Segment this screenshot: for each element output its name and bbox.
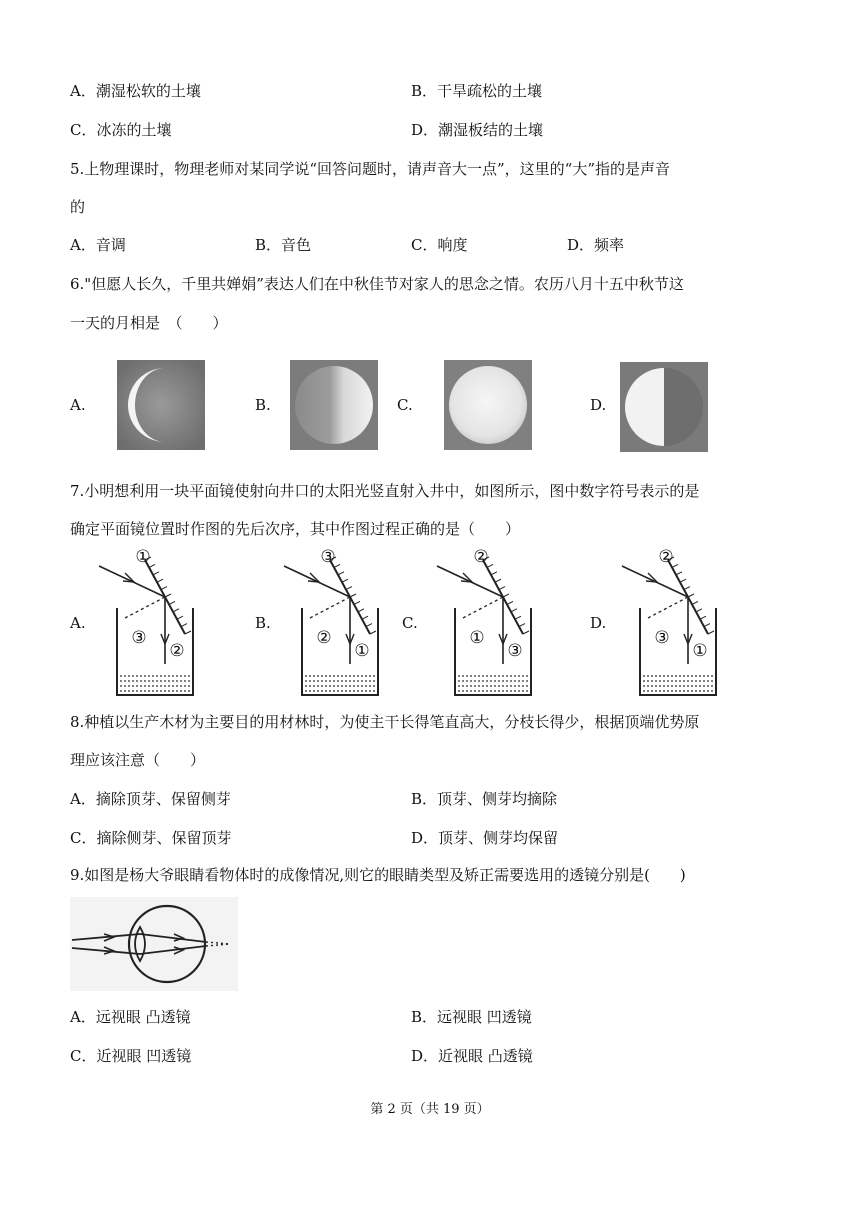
q7-text-line2: 确定平面镜位置时作图的先后次序，其中作图过程正确的是（ ） bbox=[70, 520, 521, 538]
q8-option-a: A．摘除顶芽、保留侧芽 bbox=[70, 790, 231, 808]
crescent-moon-image bbox=[117, 360, 205, 450]
gibbous-moon-image bbox=[620, 362, 708, 452]
q6-label-d: D. bbox=[590, 396, 607, 414]
q9-text-line1: 9.如图是杨大爷眼睛看物体时的成像情况,则它的眼睛类型及矫正需要选用的透镜分别是( ) bbox=[70, 866, 686, 884]
step-label-top: ② bbox=[658, 548, 674, 567]
q5-text-line2: 的 bbox=[70, 198, 86, 216]
mirror-well-diagram-d bbox=[618, 548, 718, 698]
q9-option-c: C．近视眼 凹透镜 bbox=[70, 1047, 192, 1065]
page-footer: 第 2 页（共 19 页） bbox=[370, 1102, 490, 1117]
q5-option-b: B．音色 bbox=[255, 236, 312, 254]
q4-option-d: D．潮湿板结的土壤 bbox=[411, 121, 544, 139]
q6-text-line2: 一天的月相是 （ ） bbox=[70, 314, 228, 332]
q4-option-b: B．干旱疏松的土壤 bbox=[411, 82, 543, 100]
q6-label-b: B. bbox=[255, 396, 271, 414]
q6-label-c: C. bbox=[397, 396, 413, 414]
q7-text-line1: 7.小明想利用一块平面镜使射向井口的太阳光竖直射入井中，如图所示，图中数字符号表示的是 bbox=[70, 482, 700, 500]
q7-label-b: B. bbox=[255, 614, 271, 632]
q8-option-c: C．摘除侧芽、保留顶芽 bbox=[70, 829, 232, 847]
mirror-well-diagram-c bbox=[433, 548, 533, 698]
step-label-left: ① bbox=[469, 628, 485, 648]
normal-line bbox=[125, 597, 165, 618]
normal-line bbox=[648, 597, 688, 618]
step-label-top: ① bbox=[135, 548, 151, 567]
q5-option-c: C．响度 bbox=[411, 236, 468, 254]
q5-text-line1: 5.上物理课时，物理老师对某同学说“回答问题时，请声音大一点”，这里的“大”指的是声音 bbox=[70, 160, 670, 178]
eye-diagram-image bbox=[70, 897, 238, 991]
full-moon-image bbox=[444, 360, 532, 450]
q8-option-b: B．顶芽、侧芽均摘除 bbox=[411, 790, 558, 808]
q7-label-a: A. bbox=[70, 614, 86, 632]
q5-option-a: A．音调 bbox=[70, 236, 126, 254]
q8-text-line2: 理应该注意（ ） bbox=[70, 751, 206, 769]
step-label-bottom: ① bbox=[354, 641, 370, 661]
normal-line bbox=[310, 597, 350, 618]
mirror-well-diagram-a bbox=[95, 548, 195, 698]
q9-option-a: A．远视眼 凸透镜 bbox=[70, 1008, 191, 1026]
q9-option-d: D．近视眼 凸透镜 bbox=[411, 1047, 533, 1065]
step-label-left: ③ bbox=[654, 628, 670, 648]
q6-label-a: A. bbox=[70, 396, 86, 414]
q5-option-d: D．频率 bbox=[567, 236, 625, 254]
q4-option-c: C．冰冻的土壤 bbox=[70, 121, 172, 139]
q8-option-d: D．顶芽、侧芽均保留 bbox=[411, 829, 559, 847]
normal-line bbox=[463, 597, 503, 618]
q7-label-d: D. bbox=[590, 614, 607, 632]
q8-text-line1: 8.种植以生产木材为主要目的用材林时，为使主干长得笔直高大，分枝长得少，根据顶端优势原 bbox=[70, 713, 700, 731]
last-quarter-moon-image bbox=[290, 360, 378, 450]
q6-text-line1: 6."但愿人长久，千里共婵娟”表达人们在中秋佳节对家人的思念之情。农历八月十五中秋节这 bbox=[70, 275, 684, 293]
q4-option-a: A．潮湿松软的土壤 bbox=[70, 82, 201, 100]
step-label-bottom: ③ bbox=[507, 641, 523, 661]
step-label-bottom: ② bbox=[169, 641, 185, 661]
q7-label-c: C. bbox=[402, 614, 418, 632]
step-label-top: ② bbox=[473, 548, 489, 567]
step-label-left: ② bbox=[316, 628, 332, 648]
mirror-well-diagram-b bbox=[280, 548, 380, 698]
step-label-left: ③ bbox=[131, 628, 147, 648]
step-label-top: ③ bbox=[320, 548, 336, 567]
q9-option-b: B．远视眼 凹透镜 bbox=[411, 1008, 532, 1026]
step-label-bottom: ① bbox=[692, 641, 708, 661]
